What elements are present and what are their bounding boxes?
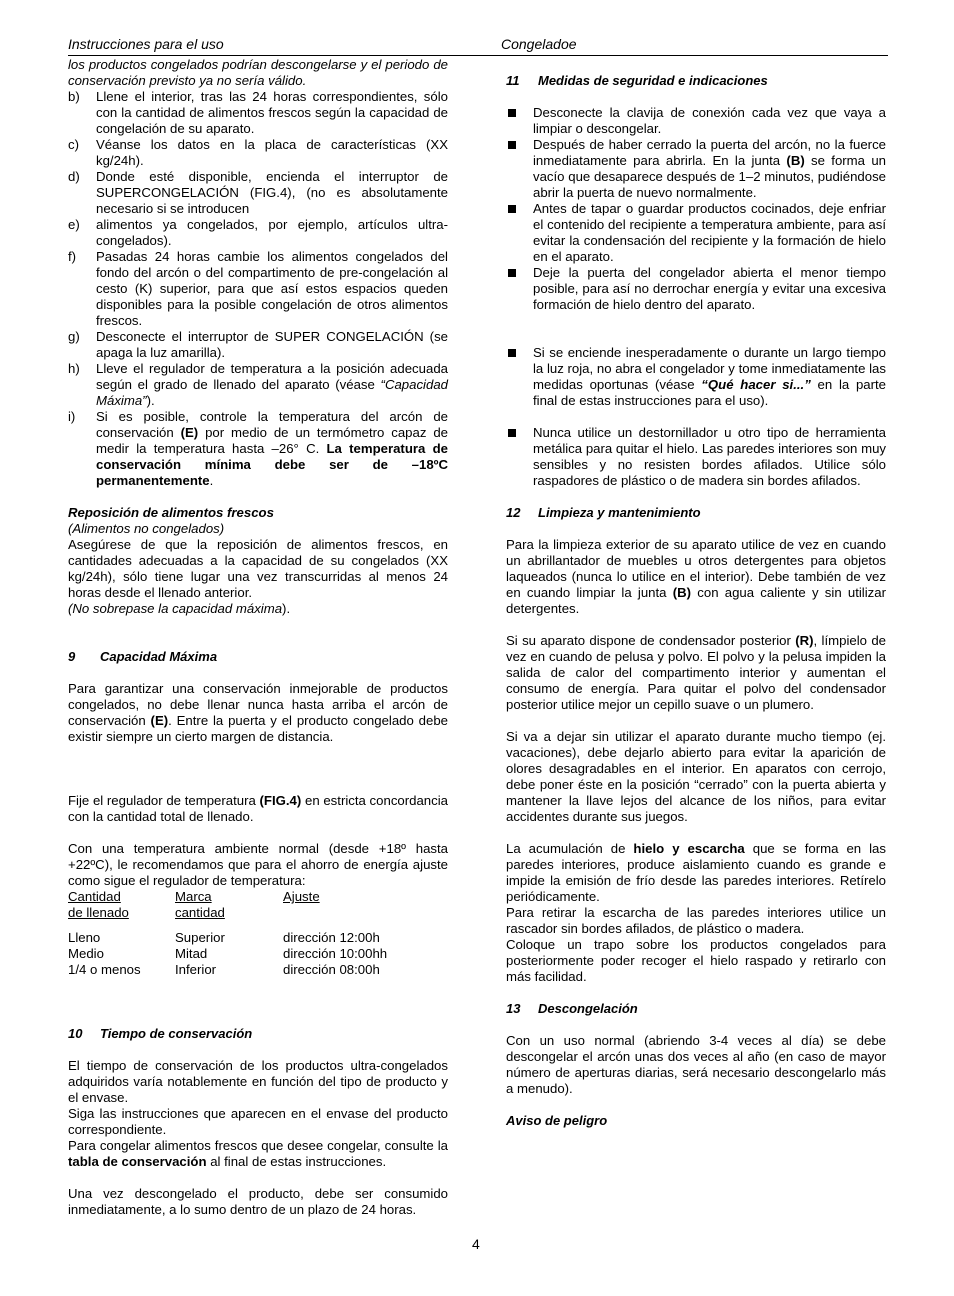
section-number: 11 [506,73,520,88]
restock-note [68,601,448,617]
text-part: Para congelar alimentos frescos que desee congelar, consulte la [68,1138,448,1153]
table-header: de llenado [68,905,129,920]
list-item-label: h) [68,361,80,376]
bold-ref: (E) [150,713,169,728]
list-item [68,89,448,137]
list-item-bold-warning: La temperatura de conservación mínima debe ser de –18ºC permanentemente [96,441,448,488]
left-column [68,57,448,1218]
bold-ref: tabla de conservación [68,1154,207,1169]
bullet-text: Nunca utilice un destornillador u otro tipo de herramienta metálica para quitar el hielo. Las paredes interiores son muy sensibles y no resisten bordes afilados. Utilice sólo raspadores de plástico o de madera sin bordes afilados. [533,425,886,488]
restock-heading: Reposición de alimentos frescos [68,505,274,520]
section-title: Limpieza y mantenimiento [538,505,701,520]
bold-ref: (B) [672,585,692,600]
list-item [68,217,448,249]
bullet-square-icon [508,141,516,149]
text-part: Si su aparato dispone de condensador posterior [506,633,796,648]
bullet-square-icon [508,349,516,357]
restock-note-italic: (No sobrepase la capacidad máxima [68,601,283,616]
section-10-paragraph: Una vez descongelado el producto, debe ser consumido inmediatamente, a lo sumo dentro de un plazo de 24 horas. [68,1186,448,1217]
section-9-paragraph [68,793,448,825]
bullet-text [533,137,886,201]
table-row [68,946,387,962]
header-document-title: Instrucciones para el uso [68,36,224,52]
text-part: La acumulación de [506,841,634,856]
text-part: con agua caliente y sin utilizar detergentes. [506,585,886,616]
list-item-text: Donde esté disponible, encienda el interruptor de SUPERCONGELACIÓN (FIG.4), (no es absolutamente necesario si se introducen [96,169,448,216]
header-divider [68,55,888,56]
list-item-label: c) [68,137,79,152]
bullet-text: Deje la puerta del congelador abierta el menor tiempo posible, para así no derrochar energía y evitar una excesiva formación de hielo dentro del aparato. [533,265,886,312]
list-item [68,409,448,489]
table-cell: Lleno [68,930,101,945]
bullet-item [506,425,886,489]
section-12-paragraph: Coloque un trapo sobre los productos congelados para posteriormente poder recoger el hielo raspado y retirarlo con más facilidad. [506,937,886,984]
temperature-settings-table [68,889,387,978]
list-item-text [96,409,448,489]
table-cell: 1/4 o menos [68,962,141,977]
restock-paragraph: Asegúrese de que la reposición de alimentos frescos, en cantidades adecuadas a la capacidad de su congelados (XX kg/24h), sólo tiene lugar una vez transcurridas al menos 24 horas desde el llenado anterior. [68,537,448,600]
table-cell: dirección 12:00h [283,930,380,945]
list-item-label: d) [68,169,80,184]
table-header: Cantidad [68,889,121,904]
warning-heading: Aviso de peligro [506,1113,608,1128]
table-header: Ajuste [283,889,320,904]
list-item-text: Véanse los datos en la placa de características (XX kg/24h). [96,137,448,168]
table-header: cantidad [175,905,225,920]
list-item [68,169,448,217]
section-13-heading [506,1001,886,1017]
list-item [68,249,448,329]
text-part: Para la limpieza exterior de su aparato utilice de vez en cuando un abrillantador de muebles u otros detergentes para objetos laqueados (nunca lo utilice en el interior). Debe también de vez en cuando limpiar la junta [506,537,886,600]
bullet-item [506,105,886,137]
table-cell: dirección 08:00h [283,962,380,977]
table-row [68,962,387,978]
section-11-heading [506,73,886,89]
section-number: 12 [506,505,521,520]
section-9-paragraph: Con una temperatura ambiente normal (desde +18º hasta +22ºC), le recomendamos que para el ahorro de energía ajuste como sigue el regulador de temperatura: [68,841,448,888]
bullet-item [506,201,886,265]
section-12-paragraph: Si va a dejar sin utilizar el aparato durante mucho tiempo (ej. vacaciones), debe dejarlo abierto para evitar la aparición de olores desagradables en el interior. En aparatos con cerrojo, debe poner éste en la posición “cerrado” con la puerta abierta y mantener la llave lejos del alcance de los niños, para evitar accidentes durante sus juegos. [506,729,886,824]
section-10-paragraph [68,1138,448,1170]
bullet-text [533,345,886,409]
bold-ref: (R) [795,633,814,648]
intro-italic-text: los productos congelados podrían descongelarse y el periodo de conservación previsto ya no sería válido. [68,57,448,88]
text-part: al final de estas instrucciones. [206,1154,387,1169]
bullet-square-icon [508,205,516,213]
list-item [68,137,448,169]
list-item-text-part: . [209,473,214,488]
table-cell: Inferior [175,962,217,977]
table-cell: Medio [68,946,104,961]
bullet-text: Desconecte la clavija de conexión cada vez que vaya a limpiar o descongelar. [533,105,886,136]
section-12-paragraph [506,633,886,713]
header-product-name: Congeladoe [501,36,577,52]
right-column [506,57,886,1129]
list-item-text: Desconecte el interruptor de SUPER CONGELACIÓN (se apaga la luz amarilla). [96,329,448,360]
section-9-paragraph [68,681,448,745]
text-part: Fije el regulador de temperatura [68,793,260,808]
section-12-paragraph [506,841,886,905]
table-header: Marca [175,889,212,904]
section-10-paragraph: El tiempo de conservación de los productos ultra-congelados adquiridos varía notablemente en función del tipo de producto y el envase. [68,1058,448,1105]
list-item-label: e) [68,217,80,232]
text-part: , límpielo de vez en cuando de pelusa y polvo. El polvo y la pelusa impiden la salida de calor del compartimento interior y aumentan el consumo de energía. Para quitar el polvo del condensador posterior utilice mejor un cepillo suave o un plumero. [506,633,886,712]
bullet-item [506,265,886,313]
list-item-text: alimentos ya congelados, por ejemplo, artículos ultra-congelados). [96,217,448,248]
list-item-text-part: Si es posible, controle la temperatura del arcón de conservación [96,409,448,440]
section-number: 10 [68,1026,83,1041]
list-item-text: Llene el interior, tras las 24 horas correspondientes, sólo con la cantidad de alimentos frescos según la capacidad de congelación de su aparato. [96,89,448,136]
bold-ref: (FIG.4) [259,793,302,808]
list-item-label: f) [68,249,77,264]
bullet-item [506,137,886,201]
table-row [68,930,387,946]
section-title: Capacidad Máxima [100,649,218,664]
list-item-bold-ref: (E) [180,425,199,440]
list-item-text: Pasadas 24 horas cambie los alimentos congelados del fondo del arcón o del compartimento de pre-congelación al cesto (K) superior, para que así estos espacios queden disponibles para la posible congelación de otros alimentos frescos. [96,249,448,328]
text-part: Para garantizar una conservación inmejorable de productos congelados, no debe llenar nunca hasta arriba el arcón de conservación [68,681,448,728]
section-12-heading [506,505,886,521]
restock-subheading: (Alimentos no congelados) [68,521,225,536]
bold-ref: (B) [786,153,805,168]
table-cell: Superior [175,930,225,945]
text-part: se forma un vacío que desaparece después de 1–2 minutos, pudiéndose abrir la puerta de nuevo normalmente. [533,153,886,200]
list-item-label: i) [68,409,76,424]
bullet-square-icon [508,269,516,277]
list-item-text-part: por medio de un termómetro capaz de medir la temperatura hasta –26° C. [96,425,448,456]
list-item-label: g) [68,329,80,344]
restock-note-end: ). [282,601,291,616]
bold-italic-ref: “Qué hacer si...” [701,377,811,392]
list-item-text [96,361,448,409]
list-item-text-part: Lleve el regulador de temperatura a la posición adecuada según el grado de llenado del aparato (véase [96,361,448,392]
section-13-paragraph: Con un uso normal (abriendo 3-4 veces al día) se debe descongelar el arcón unas dos veces al año (en caso de mayor número de aperturas diarias, será necesario descongelarlo más a menudo). [506,1033,886,1096]
text-part: Si se enciende inesperadamente o durante un largo tiempo la luz roja, no abra el congelador y tome inmediatamente las medidas oportunas (véase [533,345,886,392]
bullet-square-icon [508,429,516,437]
bold-ref: hielo y escarcha [633,841,745,856]
list-item-label: b) [68,89,80,104]
section-9-heading [68,649,448,665]
text-part: que se forma en las paredes interiores, produce aislamiento cuando es grande e impide la emisión de frío desde las paredes interiores. Retírelo periódicamente. [506,841,886,904]
text-part: . Entre la puerta y el producto congelado debe existir siempre un cierto margen de distancia. [68,713,449,744]
table-cell: Mitad [175,946,208,961]
text-part: en la parte final de estas instrucciones para el uso). [533,377,887,408]
bullet-item [506,345,886,409]
list-item-italic-ref: “Capacidad Máxima” [96,377,448,408]
list-item [68,329,448,361]
section-number: 9 [68,649,76,664]
section-10-paragraph: Siga las instrucciones que aparecen en el envase del producto correspondiente. [68,1106,448,1137]
section-title: Descongelación [538,1001,638,1016]
section-title: Tiempo de conservación [100,1026,253,1041]
section-10-heading [68,1026,448,1042]
text-part: Después de haber cerrado la puerta del arcón, no la fuerce inmediatamente para abrirla. En la junta [533,137,886,168]
section-number: 13 [506,1001,521,1016]
table-header-row [68,889,387,921]
list-item-text-part: ). [146,393,155,408]
bullet-text: Antes de tapar o guardar productos cocinados, deje enfriar el contenido del recipiente a temperatura ambiente, para así evitar la condensación del recipiente y la formación de hielo en el aparato. [533,201,886,264]
list-item [68,361,448,409]
bullet-square-icon [508,109,516,117]
section-12-paragraph [506,537,886,617]
table-cell: dirección 10:00hh [283,946,388,961]
section-12-paragraph: Para retirar la escarcha de las paredes interiores utilice un rascador sin bordes afilados, de plástico o madera. [506,905,886,936]
section-title: Medidas de seguridad e indicaciones [538,73,768,88]
text-part: en estricta concordancia con la cantidad total de llenado. [68,793,449,824]
page-number: 4 [472,1236,480,1252]
